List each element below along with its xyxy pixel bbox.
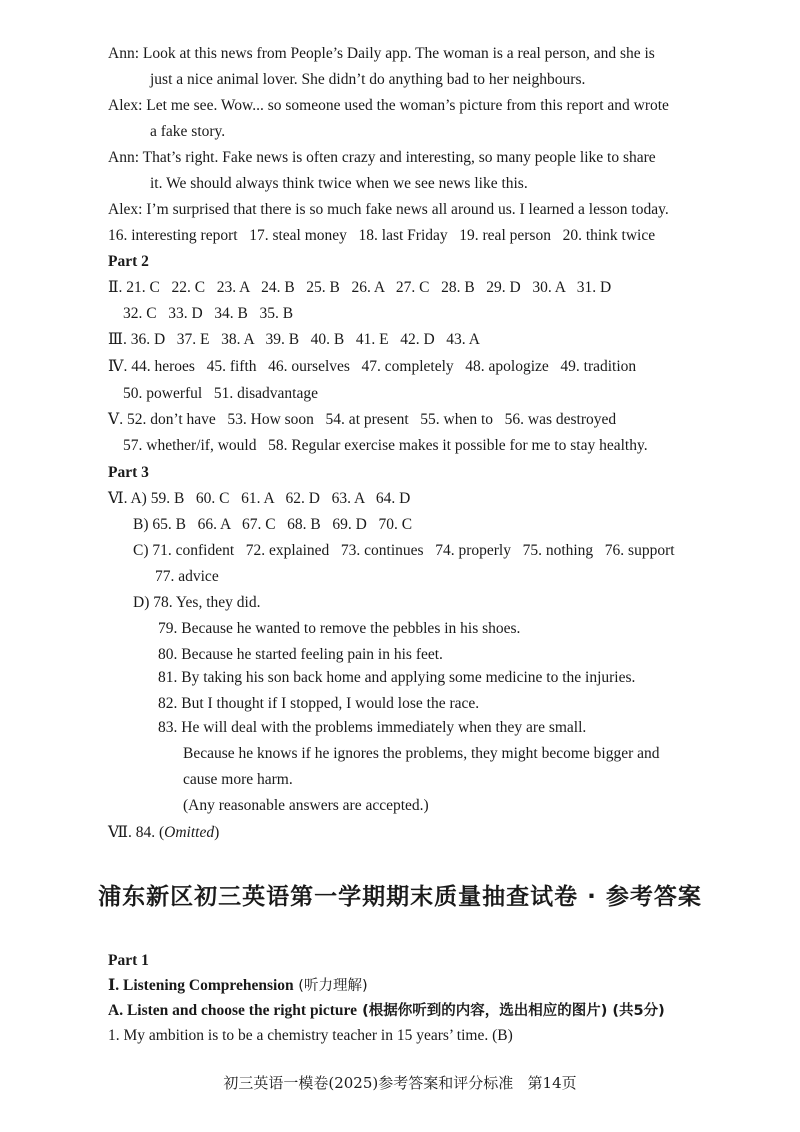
- section4-row: 50. powerful 51. disadvantage: [123, 385, 318, 402]
- section7-suffix: ): [214, 824, 220, 841]
- dialogue-line: Ann: Look at this news from People’s Daily app. The woman is a real person, and she is: [108, 45, 655, 62]
- dialogue-line: it. We should always think twice when we see news like this.: [150, 175, 528, 192]
- section1-title-cn: (听力理解): [293, 978, 368, 994]
- answer-81: 81. By taking his son back home and applying some medicine to the injuries.: [158, 669, 636, 686]
- section1-heading: [108, 975, 368, 997]
- part3-heading: Part 3: [108, 464, 149, 481]
- question-1: 1. My ambition is to be a chemistry teacher in 15 years’ time. (B): [108, 1027, 513, 1044]
- answer-83: 83. He will deal with the problems immediately when they are small.: [158, 719, 587, 736]
- section6c-row: C) 71. confident 72. explained 73. continues 74. properly 75. nothing 76. support: [133, 542, 675, 559]
- dialogue-line: Ann: That’s right. Fake news is often crazy and interesting, so many people like to share: [108, 149, 656, 166]
- subsection-a-heading: [108, 1000, 665, 1022]
- section6c-row: 77. advice: [155, 568, 219, 585]
- part2-heading: Part 2: [108, 253, 149, 270]
- section6d-row: D) 78. Yes, they did.: [133, 594, 261, 611]
- exam-title: 浦东新区初三英语第一学期期末质量抽查试卷 · 参考答案: [98, 884, 702, 910]
- answer-83-cont: cause more harm.: [183, 771, 293, 788]
- section6b-row: B) 65. B 66. A 67. C 68. B 69. D 70. C: [133, 516, 413, 533]
- dialogue-line: Alex: Let me see. Wow... so someone used the woman’s picture from this report and wrote: [108, 97, 669, 114]
- section6a-row: Ⅵ. A) 59. B 60. C 61. A 62. D 63. A 64. D: [108, 490, 411, 507]
- section4-row: Ⅳ. 44. heroes 45. fifth 46. ourselves 47. completely 48. apologize 49. tradition: [108, 358, 637, 375]
- section7-prefix: Ⅶ. 84. (: [108, 824, 165, 841]
- part1-label: Part 1: [108, 952, 149, 969]
- part1-answers: 16. interesting report 17. steal money 18. last Friday 19. real person 20. think twice: [108, 227, 656, 244]
- answer-79: 79. Because he wanted to remove the pebbles in his shoes.: [158, 620, 521, 637]
- section1-title: Ⅰ. Listening Comprehension: [108, 977, 294, 994]
- section2-row: 32. C 33. D 34. B 35. B: [123, 305, 294, 322]
- answer-83-cont: Because he knows if he ignores the problems, they might become bigger and: [183, 745, 660, 762]
- subsection-a-title: A. Listen and choose the right picture: [108, 1002, 358, 1019]
- section5-row: 57. whether/if, would 58. Regular exercise makes it possible for me to stay healthy.: [123, 437, 648, 454]
- section2-row: Ⅱ. 21. C 22. C 23. A 24. B 25. B 26. A 27. C 28. B 29. D 30. A 31. D: [108, 279, 612, 296]
- subsection-a-title-cn: (根据你听到的内容，选出相应的图片) (共5分): [357, 1003, 665, 1019]
- dialogue-line: a fake story.: [150, 123, 226, 140]
- dialogue-line: Alex: I’m surprised that there is so much fake news all around us. I learned a lesson today.: [108, 201, 669, 218]
- section5-row: Ⅴ. 52. don’t have 53. How soon 54. at present 55. when to 56. was destroyed: [108, 411, 617, 428]
- dialogue-line: just a nice animal lover. She didn’t do anything bad to her neighbours.: [150, 71, 586, 88]
- section7-omitted: Omitted: [164, 824, 215, 841]
- page-footer: 初三英语一模卷(2025)参考答案和评分标准 第14页: [223, 1074, 577, 1092]
- answer-80: 80. Because he started feeling pain in his feet.: [158, 646, 443, 663]
- answer-82: 82. But I thought if I stopped, I would lose the race.: [158, 695, 480, 712]
- section3-row: Ⅲ. 36. D 37. E 38. A 39. B 40. B 41. E 42. D 43. A: [108, 331, 480, 348]
- section7-row: [108, 822, 219, 844]
- answer-note: (Any reasonable answers are accepted.): [183, 797, 429, 814]
